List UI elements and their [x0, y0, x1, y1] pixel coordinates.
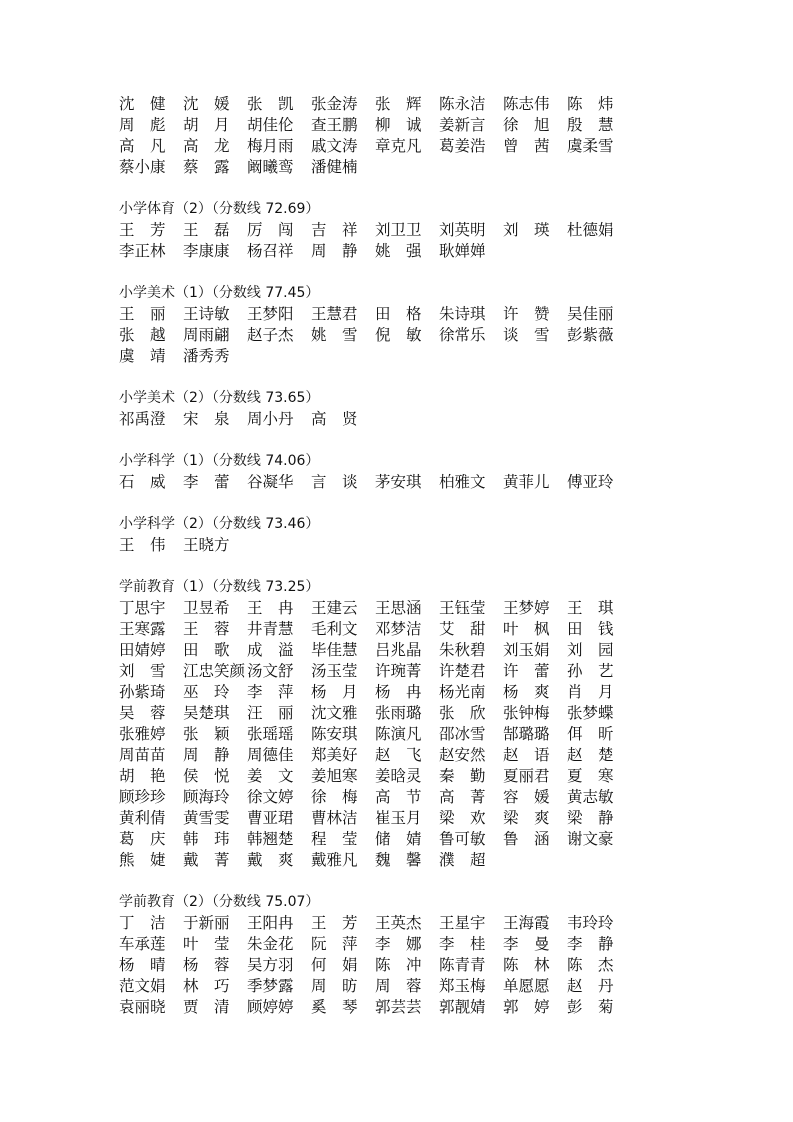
candidate-name: 鲁可敏 — [439, 830, 486, 848]
candidate-name: 杨 爽 — [503, 683, 550, 701]
name-row — [119, 682, 619, 703]
candidate-name: 戴雅凡 — [311, 851, 358, 869]
candidate-name: 熊 婕 — [119, 851, 166, 869]
candidate-name: 田 歌 — [183, 641, 230, 659]
candidate-name: 虞柔雪 — [567, 137, 614, 155]
candidate-name: 孙 艺 — [567, 662, 614, 680]
name-row — [119, 619, 619, 640]
candidate-name: 范文娟 — [119, 977, 166, 995]
candidate-name: 王梦婷 — [503, 599, 550, 617]
candidate-name: 陈志伟 — [503, 95, 550, 113]
candidate-name: 黄利倩 — [119, 809, 166, 827]
candidate-name: 陈青青 — [439, 956, 486, 974]
candidate-name: 侯 悦 — [183, 767, 230, 785]
candidate-name: 魏 馨 — [375, 851, 422, 869]
name-row — [119, 136, 619, 157]
candidate-name: 姜旭寒 — [311, 767, 358, 785]
candidate-name: 陈演凡 — [375, 725, 422, 743]
section-heading: 学前教育（1）（分数线 73.25） — [119, 579, 320, 595]
name-row — [119, 157, 619, 178]
candidate-name: 邓梦洁 — [375, 620, 422, 638]
candidate-name: 周德佳 — [247, 746, 294, 764]
candidate-name: 高 龙 — [183, 137, 230, 155]
candidate-name: 沈 健 — [119, 95, 166, 113]
candidate-name: 谢文豪 — [567, 830, 614, 848]
name-row — [119, 829, 619, 850]
roster-section — [119, 892, 619, 1018]
candidate-name: 王梦阳 — [247, 305, 294, 323]
candidate-name: 戴 爽 — [247, 851, 294, 869]
candidate-name: 柳 诚 — [375, 116, 422, 134]
candidate-name: 查王鹏 — [311, 116, 358, 134]
candidate-name: 戚文涛 — [311, 137, 358, 155]
candidate-name: 徐 梅 — [311, 788, 358, 806]
candidate-name: 张梦蝶 — [567, 704, 614, 722]
candidate-name: 刘英明 — [439, 221, 486, 239]
candidate-name: 夏 寒 — [567, 767, 614, 785]
candidate-name: 厉 闯 — [247, 221, 294, 239]
candidate-name: 汤玉莹 — [311, 662, 358, 680]
candidate-name: 黄雪雯 — [183, 809, 230, 827]
candidate-name: 朱金花 — [247, 935, 294, 953]
candidate-name: 许 蕾 — [503, 662, 550, 680]
roster-section — [119, 451, 619, 493]
candidate-name: 朱诗琪 — [439, 305, 486, 323]
candidate-name: 章克凡 — [375, 137, 422, 155]
candidate-name: 高 菁 — [439, 788, 486, 806]
candidate-name: 彭紫薇 — [567, 326, 614, 344]
candidate-name: 高 凡 — [119, 137, 166, 155]
candidate-name: 石 威 — [119, 473, 166, 491]
candidate-name: 许 赞 — [503, 305, 550, 323]
candidate-name: 曹亚珺 — [247, 809, 294, 827]
name-row — [119, 850, 619, 871]
candidate-name: 田 格 — [375, 305, 422, 323]
candidate-name: 叶 枫 — [503, 620, 550, 638]
section-heading: 小学科学（2）（分数线 73.46） — [119, 516, 320, 532]
candidate-name: 顾婷婷 — [247, 998, 294, 1016]
name-row — [119, 346, 619, 367]
candidate-name: 赵 楚 — [567, 746, 614, 764]
candidate-name: 徐常乐 — [439, 326, 486, 344]
candidate-name: 张金涛 — [311, 95, 358, 113]
name-row — [119, 724, 619, 745]
candidate-name: 刘玉娟 — [503, 641, 550, 659]
candidate-name: 鲁 涵 — [503, 830, 550, 848]
candidate-name: 张雅婷 — [119, 725, 166, 743]
candidate-name: 卫昱希 — [183, 599, 230, 617]
candidate-name: 郑玉梅 — [439, 977, 486, 995]
candidate-name: 江忠笑颜 — [183, 662, 246, 680]
candidate-name: 沈文雅 — [311, 704, 358, 722]
name-row — [119, 766, 619, 787]
candidate-name: 井青慧 — [247, 620, 294, 638]
candidate-name: 顾珍珍 — [119, 788, 166, 806]
candidate-name: 王晓方 — [183, 536, 230, 554]
candidate-name: 朱秋碧 — [439, 641, 486, 659]
candidate-name: 张 欣 — [439, 704, 486, 722]
name-row — [119, 535, 619, 556]
candidate-name: 周 静 — [311, 242, 358, 260]
name-row — [119, 703, 619, 724]
candidate-name: 李 娜 — [375, 935, 422, 953]
candidate-name: 季梦露 — [247, 977, 294, 995]
candidate-name: 王 芳 — [311, 914, 358, 932]
name-row — [119, 241, 619, 262]
candidate-name: 李正林 — [119, 242, 166, 260]
candidate-name: 肖 月 — [567, 683, 614, 701]
candidate-name: 阚曦鸾 — [247, 158, 294, 176]
candidate-name: 陈 林 — [503, 956, 550, 974]
candidate-name: 毕佳慧 — [311, 641, 358, 659]
candidate-name: 周小丹 — [247, 410, 294, 428]
candidate-name: 梁 欢 — [439, 809, 486, 827]
name-row — [119, 955, 619, 976]
candidate-name: 刘 瑛 — [503, 221, 550, 239]
roster-section — [119, 199, 619, 262]
candidate-name: 张瑶瑶 — [247, 725, 294, 743]
candidate-name: 王寒露 — [119, 620, 166, 638]
section-heading: 小学美术（2）（分数线 73.65） — [119, 390, 320, 406]
candidate-name: 郭靓婧 — [439, 998, 486, 1016]
candidate-name: 蔡 露 — [183, 158, 230, 176]
candidate-name: 车承莲 — [119, 935, 166, 953]
candidate-name: 柏雅文 — [439, 473, 486, 491]
candidate-name: 张钟梅 — [503, 704, 550, 722]
candidate-name: 吴方羽 — [247, 956, 294, 974]
candidate-name: 赵 飞 — [375, 746, 422, 764]
candidate-name: 葛姜浩 — [439, 137, 486, 155]
section-heading: 小学科学（1）（分数线 74.06） — [119, 453, 320, 469]
candidate-name: 王 丽 — [119, 305, 166, 323]
name-row — [119, 913, 619, 934]
candidate-name: 殷 慧 — [567, 116, 614, 134]
candidate-name: 胡佳伦 — [247, 116, 294, 134]
candidate-name: 袁丽晓 — [119, 998, 166, 1016]
candidate-name: 王慧君 — [311, 305, 358, 323]
name-row — [119, 787, 619, 808]
candidate-name: 丁思宇 — [119, 599, 166, 617]
candidate-name: 高 节 — [375, 788, 422, 806]
candidate-name: 叶 莹 — [183, 935, 230, 953]
roster-section — [119, 283, 619, 367]
candidate-name: 许琬菁 — [375, 662, 422, 680]
candidate-name: 王阳冉 — [247, 914, 294, 932]
candidate-name: 陈 冲 — [375, 956, 422, 974]
candidate-name: 姜 文 — [247, 767, 294, 785]
section-heading: 小学美术（1）（分数线 77.45） — [119, 285, 320, 301]
name-row — [119, 304, 619, 325]
candidate-name: 胡 艳 — [119, 767, 166, 785]
candidate-name: 祁禹澄 — [119, 410, 166, 428]
candidate-name: 王 琪 — [567, 599, 614, 617]
candidate-name: 沈 媛 — [183, 95, 230, 113]
candidate-name: 言 谈 — [311, 473, 358, 491]
candidate-name: 李康康 — [183, 242, 230, 260]
candidate-name: 刘卫卫 — [375, 221, 422, 239]
candidate-name: 黄菲儿 — [503, 473, 550, 491]
candidate-name: 谈 雪 — [503, 326, 550, 344]
name-row — [119, 808, 619, 829]
candidate-name: 高 贤 — [311, 410, 358, 428]
candidate-name: 奚 琴 — [311, 998, 358, 1016]
candidate-name: 葛 庆 — [119, 830, 166, 848]
candidate-name: 王诗敏 — [183, 305, 230, 323]
candidate-name: 吴楚琪 — [183, 704, 230, 722]
name-row — [119, 997, 619, 1018]
candidate-name: 王 伟 — [119, 536, 166, 554]
candidate-name: 汤文舒 — [247, 662, 294, 680]
candidate-name: 黄志敏 — [567, 788, 614, 806]
candidate-name: 郜璐璐 — [503, 725, 550, 743]
candidate-name: 周 昉 — [311, 977, 358, 995]
candidate-name: 吴 蓉 — [119, 704, 166, 722]
candidate-name: 姜晗灵 — [375, 767, 422, 785]
candidate-name: 秦 勤 — [439, 767, 486, 785]
candidate-name: 陈安琪 — [311, 725, 358, 743]
candidate-name: 邵冰雪 — [439, 725, 486, 743]
roster-section — [119, 94, 619, 178]
candidate-name: 徐 旭 — [503, 116, 550, 134]
section-heading: 学前教育（2）（分数线 75.07） — [119, 894, 320, 910]
candidate-name: 郑美好 — [311, 746, 358, 764]
candidate-name: 佴 昕 — [567, 725, 614, 743]
name-row — [119, 220, 619, 241]
candidate-name: 彭 菊 — [567, 998, 614, 1016]
candidate-name: 韩翘楚 — [247, 830, 294, 848]
candidate-name: 张雨璐 — [375, 704, 422, 722]
candidate-name: 吉 祥 — [311, 221, 358, 239]
candidate-name: 阮 萍 — [311, 935, 358, 953]
candidate-name: 杨 冉 — [375, 683, 422, 701]
name-row — [119, 325, 619, 346]
candidate-name: 周 蓉 — [375, 977, 422, 995]
candidate-name: 茅安琪 — [375, 473, 422, 491]
section-heading: 小学体育（2）（分数线 72.69） — [119, 201, 320, 217]
candidate-name: 蔡小康 — [119, 158, 166, 176]
candidate-name: 李 静 — [567, 935, 614, 953]
name-row — [119, 661, 619, 682]
candidate-name: 杨 晴 — [119, 956, 166, 974]
candidate-name: 王 蓉 — [183, 620, 230, 638]
candidate-name: 梅月雨 — [247, 137, 294, 155]
candidate-name: 杨光南 — [439, 683, 486, 701]
candidate-name: 张 辉 — [375, 95, 422, 113]
candidate-name: 王钰莹 — [439, 599, 486, 617]
candidate-name: 杜德娟 — [567, 221, 614, 239]
candidate-name: 姜新言 — [439, 116, 486, 134]
candidate-name: 顾海玲 — [183, 788, 230, 806]
candidate-name: 成 溢 — [247, 641, 294, 659]
candidate-name: 陈 杰 — [567, 956, 614, 974]
candidate-name: 王 芳 — [119, 221, 166, 239]
candidate-name: 吴佳丽 — [567, 305, 614, 323]
name-row — [119, 934, 619, 955]
candidate-name: 李 蕾 — [183, 473, 230, 491]
candidate-name: 巫 玲 — [183, 683, 230, 701]
candidate-name: 杨召祥 — [247, 242, 294, 260]
candidate-name: 姚 强 — [375, 242, 422, 260]
candidate-name: 李 桂 — [439, 935, 486, 953]
candidate-name: 王英杰 — [375, 914, 422, 932]
candidate-name: 单愿愿 — [503, 977, 550, 995]
candidate-name: 梁 静 — [567, 809, 614, 827]
candidate-name: 姚 雪 — [311, 326, 358, 344]
candidate-name: 贾 清 — [183, 998, 230, 1016]
roster-section — [119, 388, 619, 430]
name-row — [119, 640, 619, 661]
candidate-name: 程 莹 — [311, 830, 358, 848]
roster-section — [119, 514, 619, 556]
name-row — [119, 745, 619, 766]
candidate-name: 虞 靖 — [119, 347, 166, 365]
name-row — [119, 472, 619, 493]
candidate-name: 曹林洁 — [311, 809, 358, 827]
candidate-name: 张 颖 — [183, 725, 230, 743]
candidate-name: 张 越 — [119, 326, 166, 344]
candidate-name: 毛利文 — [311, 620, 358, 638]
candidate-name: 李 曼 — [503, 935, 550, 953]
candidate-name: 周 彪 — [119, 116, 166, 134]
candidate-name: 何 娟 — [311, 956, 358, 974]
candidate-name: 于新丽 — [183, 914, 230, 932]
candidate-name: 赵 语 — [503, 746, 550, 764]
candidate-name: 杨 月 — [311, 683, 358, 701]
candidate-name: 王海霞 — [503, 914, 550, 932]
candidate-name: 王思涵 — [375, 599, 422, 617]
roster-content — [119, 94, 619, 1018]
name-row — [119, 115, 619, 136]
roster-section — [119, 577, 619, 871]
candidate-name: 汪 丽 — [247, 704, 294, 722]
candidate-name: 吕兆晶 — [375, 641, 422, 659]
candidate-name: 徐文婷 — [247, 788, 294, 806]
candidate-name: 刘 园 — [567, 641, 614, 659]
candidate-name: 潘秀秀 — [183, 347, 230, 365]
candidate-name: 王 磊 — [183, 221, 230, 239]
candidate-name: 刘 雪 — [119, 662, 166, 680]
candidate-name: 孙紫琦 — [119, 683, 166, 701]
candidate-name: 傅亚玲 — [567, 473, 614, 491]
candidate-name: 夏丽君 — [503, 767, 550, 785]
name-row — [119, 976, 619, 997]
candidate-name: 耿婵婵 — [439, 242, 486, 260]
candidate-name: 周雨翩 — [183, 326, 230, 344]
candidate-name: 赵子杰 — [247, 326, 294, 344]
candidate-name: 韩 玮 — [183, 830, 230, 848]
candidate-name: 杨 蓉 — [183, 956, 230, 974]
candidate-name: 梁 爽 — [503, 809, 550, 827]
candidate-name: 艾 甜 — [439, 620, 486, 638]
candidate-name: 田 钱 — [567, 620, 614, 638]
candidate-name: 丁 洁 — [119, 914, 166, 932]
candidate-name: 倪 敏 — [375, 326, 422, 344]
candidate-name: 容 媛 — [503, 788, 550, 806]
candidate-name: 储 婧 — [375, 830, 422, 848]
candidate-name: 宋 泉 — [183, 410, 230, 428]
candidate-name: 胡 月 — [183, 116, 230, 134]
name-row — [119, 598, 619, 619]
candidate-name: 周 静 — [183, 746, 230, 764]
candidate-name: 谷凝华 — [247, 473, 294, 491]
candidate-name: 田婧婷 — [119, 641, 166, 659]
candidate-name: 曾 茜 — [503, 137, 550, 155]
candidate-name: 陈 炜 — [567, 95, 614, 113]
candidate-name: 赵安然 — [439, 746, 486, 764]
candidate-name: 王 冉 — [247, 599, 294, 617]
candidate-name: 崔玉月 — [375, 809, 422, 827]
candidate-name: 林 巧 — [183, 977, 230, 995]
candidate-name: 王星宇 — [439, 914, 486, 932]
candidate-name: 王建云 — [311, 599, 358, 617]
candidate-name: 赵 丹 — [567, 977, 614, 995]
candidate-name: 张 凯 — [247, 95, 294, 113]
candidate-name: 戴 菁 — [183, 851, 230, 869]
name-row — [119, 409, 619, 430]
name-row — [119, 94, 619, 115]
candidate-name: 郭 婷 — [503, 998, 550, 1016]
candidate-name: 郭芸芸 — [375, 998, 422, 1016]
candidate-name: 李 萍 — [247, 683, 294, 701]
candidate-name: 韦玲玲 — [567, 914, 614, 932]
candidate-name: 濮 超 — [439, 851, 486, 869]
candidate-name: 周苗苗 — [119, 746, 166, 764]
candidate-name: 陈永洁 — [439, 95, 486, 113]
candidate-name: 潘健楠 — [311, 158, 358, 176]
candidate-name: 许楚君 — [439, 662, 486, 680]
